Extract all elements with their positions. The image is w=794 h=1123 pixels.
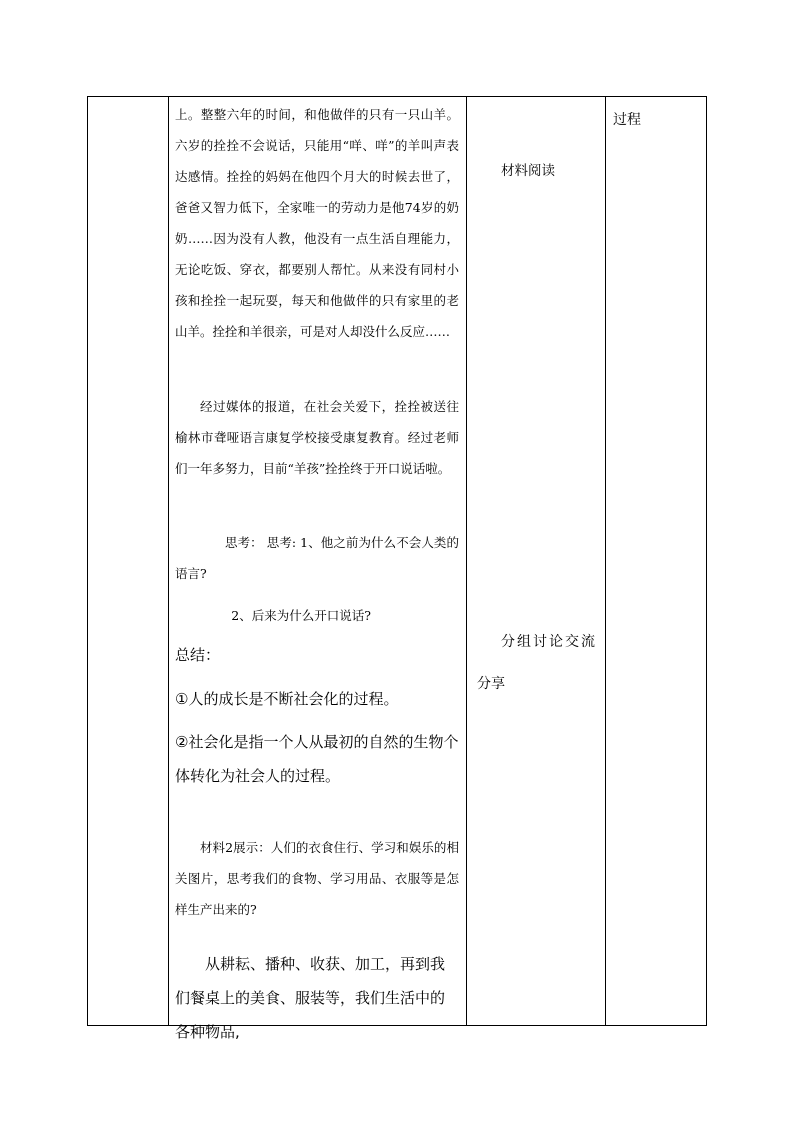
media-report-paragraph: 经过媒体的报道，在社会关爱下，拴拴被送往榆林市聋哑语言康复学校接受康复教育。经过老师们一年多努力，目前“羊孩”拴拴终于开口说话啦。 (175, 399, 459, 476)
design-intent-cell (606, 97, 707, 1025)
production-paragraph: 从耕耘、播种、收获、加工，再到我们餐桌上的美食、服装等，我们生活中的各种物品, (175, 955, 446, 1041)
student-activity-cell (467, 97, 604, 1025)
share-label: 分享 (477, 676, 505, 692)
stage-cell (88, 97, 168, 1025)
material-reading-label: 材料阅读 (501, 163, 555, 179)
lesson-plan-table (87, 96, 707, 1041)
process-label: 过程 (613, 112, 641, 128)
think-question-1: 思考： 思考: 1、他之前为什么不会人类的语言? (175, 535, 459, 581)
story-paragraph: 上。整整六年的时间，和他做伴的只有一只山羊。六岁的拴拴不会说话，只能用“咩、咩”的羊叫声表达感情。拴拴的妈妈在他四个月大的时候去世了，爸爸又智力低下，全家唯一的劳动力是他74岁的奶奶……因为没有人教，他没有一点生活自理能力，无论吃饭、穿衣，都要别人帮忙。从来没有同村小孩和拴拴一起玩耍，每天和他做伴的只有家里的老山羊。拴拴和羊很亲，可是对人却没什么反应…… (175, 107, 459, 339)
material-2-paragraph: 材料2展示：人们的衣食住行、学习和娱乐的相关图片，思考我们的食物、学习用品、衣服等是怎样生产出来的? (175, 840, 459, 917)
teaching-content-cell (169, 97, 465, 1041)
summary-heading: 总结： (175, 646, 221, 664)
think-question-2: 2、后来为什么开口说话? (231, 608, 371, 623)
group-discussion-label: 分组讨论交流 (501, 634, 597, 650)
summary-point-1: ①人的成长是不断社会化的过程。 (175, 690, 399, 708)
summary-point-2: ②社会化是指一个人从最初的自然的生物个体转化为社会人的过程。 (175, 733, 459, 785)
